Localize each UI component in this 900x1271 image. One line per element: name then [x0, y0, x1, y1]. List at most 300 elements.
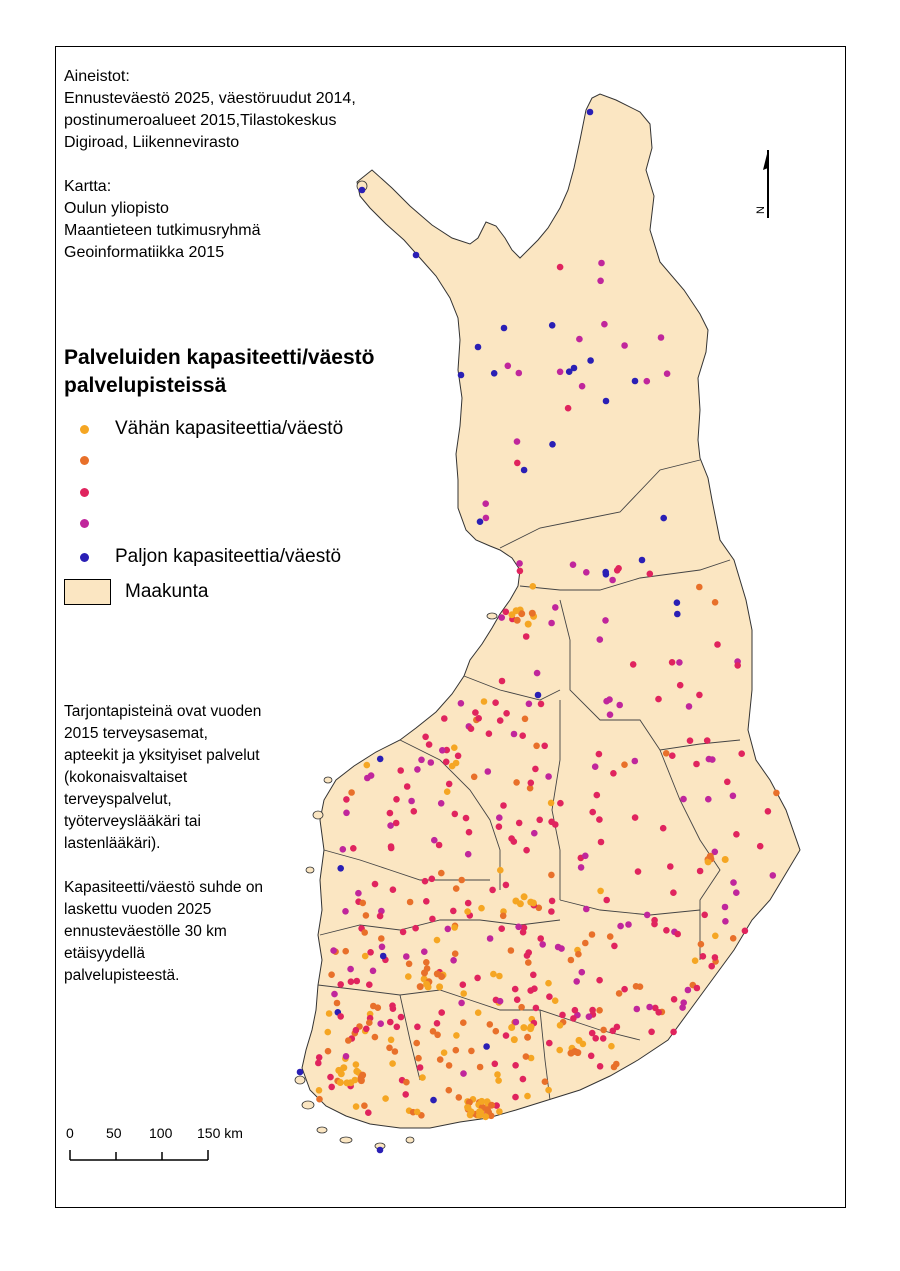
service-point: [676, 659, 683, 666]
credits-heading: Kartta:: [64, 178, 112, 195]
service-point: [422, 878, 429, 885]
service-point: [592, 1035, 599, 1042]
service-point: [408, 798, 415, 805]
service-point: [607, 711, 614, 718]
service-point: [421, 948, 428, 955]
service-point: [354, 978, 361, 985]
service-point: [404, 783, 411, 790]
service-point: [696, 692, 703, 699]
service-point: [370, 968, 377, 975]
service-point: [549, 898, 556, 905]
service-point: [387, 1019, 394, 1026]
service-point: [712, 954, 719, 961]
credits-line: Oulun yliopisto: [64, 200, 169, 217]
service-point: [403, 1079, 410, 1086]
service-point: [495, 1077, 502, 1084]
service-point: [674, 611, 681, 618]
service-point: [453, 1032, 460, 1039]
service-point: [390, 886, 397, 893]
service-point: [552, 604, 559, 611]
service-point: [436, 983, 443, 990]
service-point: [637, 983, 644, 990]
service-point: [557, 369, 564, 376]
service-point: [556, 1047, 563, 1054]
service-point: [712, 599, 719, 606]
service-point: [514, 460, 521, 467]
sources-line: postinumeroalueet 2015,Tilastokeskus: [64, 112, 337, 129]
service-point: [411, 808, 418, 815]
service-point: [522, 716, 529, 723]
service-point: [531, 985, 538, 992]
service-point: [478, 1098, 485, 1105]
service-point: [474, 975, 481, 982]
service-point: [414, 766, 421, 773]
service-point: [497, 867, 504, 874]
service-point: [377, 1147, 384, 1154]
service-point: [596, 977, 603, 984]
service-point: [635, 868, 642, 875]
service-point: [565, 405, 572, 412]
service-point: [579, 383, 586, 390]
service-point: [603, 398, 610, 405]
scale-tick-label: 100: [149, 1125, 173, 1141]
service-point: [514, 438, 521, 445]
service-point: [446, 1062, 453, 1069]
service-point: [712, 933, 719, 940]
service-point: [664, 370, 671, 377]
service-point: [534, 670, 541, 677]
service-point: [316, 1096, 323, 1103]
service-point: [521, 893, 528, 900]
service-point: [632, 758, 639, 765]
area-swatch: [64, 579, 111, 605]
service-point: [441, 715, 448, 722]
service-point: [597, 278, 604, 285]
service-point: [327, 1074, 334, 1081]
service-point: [513, 607, 520, 614]
service-point: [375, 1004, 382, 1011]
service-point: [406, 961, 413, 968]
service-point: [545, 980, 552, 987]
service-point: [512, 1094, 519, 1101]
service-point: [503, 710, 510, 717]
service-point: [412, 925, 419, 932]
service-point: [663, 927, 670, 934]
scale-tick-label: 0: [66, 1125, 74, 1141]
service-point: [436, 842, 443, 849]
service-point: [471, 774, 478, 781]
service-point: [535, 692, 542, 699]
legend-class-5: [80, 542, 341, 572]
service-point: [607, 933, 614, 940]
service-point: [679, 1004, 686, 1011]
service-point: [548, 620, 555, 627]
service-point: [364, 762, 371, 769]
service-point: [589, 931, 596, 938]
service-point: [503, 882, 510, 889]
service-point: [501, 325, 508, 332]
service-point: [730, 879, 737, 886]
service-point: [530, 972, 537, 979]
service-point: [520, 1076, 527, 1083]
service-point: [549, 441, 556, 448]
service-point: [630, 661, 637, 668]
service-point: [458, 700, 465, 707]
service-point: [499, 678, 506, 685]
service-point: [490, 971, 497, 978]
service-point: [487, 935, 494, 942]
service-point: [734, 662, 741, 669]
service-point: [696, 584, 703, 591]
service-point: [363, 1026, 370, 1033]
sources-block: [64, 66, 356, 154]
service-point: [733, 831, 740, 838]
service-point: [430, 1028, 437, 1035]
service-point: [742, 928, 749, 935]
service-point: [686, 703, 693, 710]
service-point: [533, 743, 540, 750]
service-point: [423, 981, 430, 988]
service-point: [613, 1061, 620, 1068]
finland-landmass: [302, 94, 800, 1128]
legend-dot: [80, 456, 89, 465]
service-point: [611, 943, 618, 950]
service-point: [514, 996, 521, 1003]
service-point: [667, 863, 674, 870]
service-point: [660, 515, 667, 522]
service-point: [430, 1097, 437, 1104]
service-point: [655, 1009, 662, 1016]
service-point: [486, 730, 493, 737]
service-point: [559, 1012, 566, 1019]
service-point: [453, 885, 460, 892]
service-point: [644, 378, 651, 385]
service-point: [463, 815, 470, 822]
service-point: [366, 1019, 373, 1026]
service-point: [444, 788, 451, 795]
service-point: [325, 1048, 332, 1055]
service-point: [326, 1010, 333, 1017]
service-point: [466, 829, 473, 836]
service-point: [429, 916, 436, 923]
service-point: [379, 944, 386, 951]
service-point: [525, 949, 532, 956]
service-point: [353, 1068, 360, 1075]
service-point: [557, 800, 564, 807]
service-point: [568, 1050, 575, 1057]
service-point: [722, 904, 729, 911]
service-point: [545, 1087, 552, 1094]
service-point: [497, 998, 504, 1005]
service-point: [698, 941, 705, 948]
service-point: [621, 761, 628, 768]
service-point: [446, 1087, 453, 1094]
service-point: [508, 947, 515, 954]
service-point: [533, 1005, 540, 1012]
service-point: [519, 732, 526, 739]
service-point: [578, 864, 585, 871]
service-point: [669, 752, 676, 759]
service-point: [496, 814, 503, 821]
service-point: [496, 1108, 503, 1115]
service-point: [464, 908, 471, 915]
service-point: [536, 817, 543, 824]
service-point: [596, 1007, 603, 1014]
service-point: [387, 822, 394, 829]
service-point: [353, 1103, 360, 1110]
note-paragraph: Tarjontapisteinä ovat vuoden 2015 terveysasemat, apteekit ja yksityiset palvelut (kokonaisvaltaiset terveyspalvelut, työterveyslääkäri tai lastenlääkäri).: [64, 703, 262, 852]
service-point: [674, 931, 681, 938]
service-point: [393, 796, 400, 803]
service-point: [368, 772, 375, 779]
area-label: Maakunta: [125, 581, 209, 602]
service-point: [508, 835, 515, 842]
service-point: [328, 1084, 335, 1091]
service-point: [596, 816, 603, 823]
service-point: [616, 990, 623, 997]
service-point: [449, 763, 456, 770]
service-point: [316, 1087, 323, 1094]
service-point: [548, 908, 555, 915]
service-point: [475, 715, 482, 722]
service-point: [524, 1093, 531, 1100]
service-point: [343, 810, 350, 817]
service-point: [443, 759, 450, 766]
service-point: [434, 970, 441, 977]
service-point: [557, 1022, 564, 1029]
service-point: [363, 912, 370, 919]
service-point: [419, 1074, 426, 1081]
service-point: [388, 843, 395, 850]
service-point: [568, 957, 575, 964]
north-label: N: [754, 206, 767, 214]
service-point: [575, 951, 582, 958]
service-point: [549, 322, 556, 329]
service-point: [589, 809, 596, 816]
service-point: [648, 1029, 655, 1036]
service-point: [451, 924, 458, 931]
service-point: [512, 1062, 519, 1069]
service-point: [546, 1040, 553, 1047]
service-point: [345, 1037, 352, 1044]
service-point: [539, 941, 546, 948]
service-point: [468, 1048, 475, 1055]
service-point: [685, 987, 692, 994]
service-point: [334, 1000, 341, 1007]
service-point: [572, 1007, 579, 1014]
service-point: [438, 1009, 445, 1016]
service-point: [347, 1079, 354, 1086]
service-point: [586, 1013, 593, 1020]
service-point: [632, 378, 639, 385]
service-point: [730, 793, 737, 800]
service-point: [538, 701, 545, 708]
service-point: [573, 978, 580, 985]
service-point: [472, 709, 479, 716]
service-point: [460, 990, 467, 997]
service-point: [708, 963, 715, 970]
service-point: [365, 1109, 372, 1116]
service-point: [670, 1029, 677, 1036]
sources-line: Ennusteväestö 2025, väestöruudut 2014,: [64, 90, 356, 107]
service-point: [597, 636, 604, 643]
service-point: [597, 1063, 604, 1070]
service-point: [602, 569, 609, 576]
service-point: [694, 985, 701, 992]
service-point: [700, 953, 707, 960]
service-point: [484, 1106, 491, 1113]
service-point: [382, 1095, 389, 1102]
service-point: [494, 1071, 501, 1078]
service-point: [325, 1029, 332, 1036]
service-point: [614, 567, 621, 574]
service-point: [482, 500, 489, 507]
service-point: [476, 1108, 483, 1115]
service-point: [644, 912, 651, 919]
service-point: [498, 925, 505, 932]
service-point: [707, 853, 714, 860]
service-point: [697, 868, 704, 875]
service-point: [592, 763, 599, 770]
service-point: [451, 744, 458, 751]
service-point: [503, 609, 510, 616]
service-point: [610, 770, 617, 777]
service-point: [485, 768, 492, 775]
service-point: [438, 800, 445, 807]
service-point: [481, 698, 488, 705]
service-point: [516, 820, 523, 827]
note-paragraph: Kapasiteetti/väestö suhde on laskettu vuoden 2025 ennusteväestölle 30 km etäisyydellä palvelupisteestä.: [64, 879, 264, 984]
service-point: [557, 264, 564, 271]
service-point: [594, 792, 601, 799]
service-point: [475, 1009, 482, 1016]
service-point: [609, 577, 616, 584]
service-point: [574, 1049, 581, 1056]
service-point: [587, 109, 594, 116]
service-point: [603, 897, 610, 904]
credits-block: [64, 176, 261, 264]
legend-class-3: [80, 477, 115, 507]
service-point: [773, 790, 780, 797]
service-point: [483, 515, 490, 522]
service-point: [353, 1061, 360, 1068]
service-point: [658, 334, 665, 341]
service-point: [670, 889, 677, 896]
service-point: [520, 1024, 527, 1031]
service-point: [608, 1043, 615, 1050]
service-point: [687, 737, 694, 744]
service-point: [489, 887, 496, 894]
service-point: [342, 908, 349, 915]
service-point: [455, 753, 462, 760]
service-point: [417, 983, 424, 990]
service-point: [492, 1061, 499, 1068]
service-point: [589, 1007, 596, 1014]
service-point: [415, 1055, 422, 1062]
service-point: [518, 1004, 525, 1011]
service-point: [722, 856, 729, 863]
service-point: [537, 935, 544, 942]
service-point: [458, 1000, 465, 1007]
service-point: [343, 796, 350, 803]
service-point: [733, 889, 740, 896]
service-point: [738, 750, 745, 757]
service-point: [576, 1037, 583, 1044]
legend-dot: [80, 553, 89, 562]
service-point: [582, 853, 589, 860]
service-point: [545, 773, 552, 780]
service-point: [456, 1094, 463, 1101]
service-point: [770, 872, 777, 879]
service-point: [359, 1072, 366, 1079]
service-point: [500, 913, 507, 920]
service-point: [413, 252, 420, 259]
service-point: [517, 568, 524, 575]
service-point: [583, 906, 590, 913]
service-point: [692, 957, 699, 964]
service-point: [353, 1027, 360, 1034]
service-point: [523, 1053, 530, 1060]
service-point: [361, 1102, 368, 1109]
service-point: [524, 1034, 531, 1041]
service-point: [541, 743, 548, 750]
service-point: [570, 1015, 577, 1022]
service-point: [407, 899, 414, 906]
service-point: [601, 321, 608, 328]
service-point: [367, 949, 374, 956]
service-point: [671, 996, 678, 1003]
service-point: [437, 1056, 444, 1063]
service-point: [458, 877, 465, 884]
service-point: [646, 1004, 653, 1011]
service-point: [458, 372, 465, 379]
service-point: [297, 1069, 304, 1076]
service-point: [532, 766, 539, 773]
service-point: [343, 1053, 350, 1060]
service-point: [505, 363, 512, 370]
legend-dot: [80, 425, 89, 434]
service-point: [680, 796, 687, 803]
service-point: [445, 926, 452, 933]
service-point: [394, 1024, 401, 1031]
service-point: [362, 953, 369, 960]
sources-line: Digiroad, Liikennevirasto: [64, 134, 240, 151]
service-point: [634, 1006, 641, 1013]
service-point: [359, 187, 366, 194]
service-point: [389, 1060, 396, 1067]
service-point: [598, 260, 605, 267]
service-point: [500, 802, 507, 809]
service-point: [482, 1113, 489, 1120]
service-point: [393, 820, 400, 827]
method-note: [64, 701, 264, 1009]
service-point: [478, 905, 485, 912]
service-point: [515, 924, 522, 931]
service-point: [548, 800, 555, 807]
scale-tick-label: 150 km: [197, 1125, 243, 1141]
service-point: [460, 1070, 467, 1077]
service-point: [714, 641, 721, 648]
service-point: [765, 808, 772, 815]
service-point: [348, 789, 355, 796]
service-point: [428, 759, 435, 766]
service-point: [337, 1013, 344, 1020]
service-point: [422, 734, 429, 741]
service-point: [460, 1019, 467, 1026]
service-point: [693, 761, 700, 768]
service-point: [497, 717, 504, 724]
legend-class-2: [80, 445, 115, 475]
